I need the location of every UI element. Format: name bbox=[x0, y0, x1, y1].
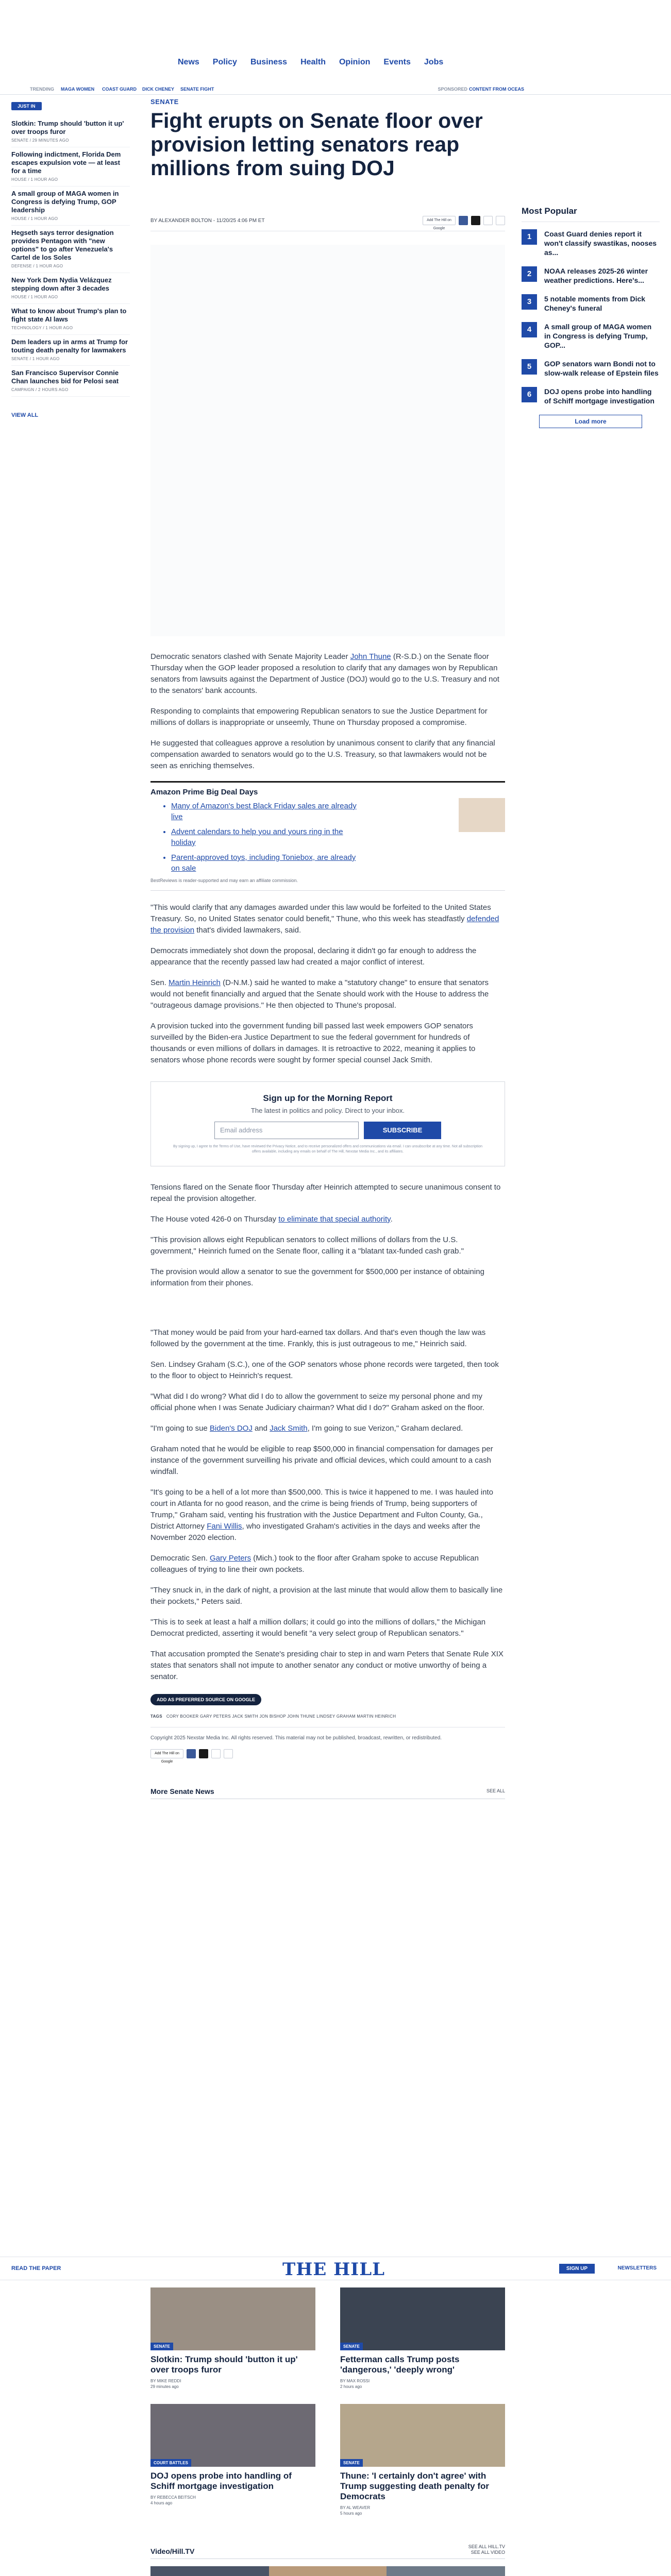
top-nav bbox=[0, 0, 671, 88]
card-time: 5 hours ago bbox=[340, 2511, 362, 2516]
copyright: Copyright 2025 Nexstar Media Inc. All rights reserved. This material may not be published, broadcast, rewritten, or redistributed. bbox=[150, 1735, 442, 1741]
more-senate-news bbox=[150, 2287, 505, 2576]
nav-opinion[interactable]: Opinion bbox=[339, 58, 371, 66]
popular-title: DOJ opens probe into handling of Schiff mortgage investigation bbox=[544, 387, 655, 405]
trending-bar bbox=[0, 82, 671, 95]
left-news-rail bbox=[11, 101, 130, 418]
nav-news[interactable]: News bbox=[178, 58, 199, 66]
popular-title: GOP senators warn Bondi not to slow-walk release of Epstein files bbox=[544, 360, 659, 377]
google-preferred-button[interactable]: Add The Hill on Google bbox=[150, 1749, 183, 1758]
load-more-button[interactable]: Load more bbox=[539, 415, 642, 428]
google-preferred-button[interactable]: Add The Hill on Google bbox=[423, 216, 456, 225]
section-title: Video/Hill.TV bbox=[150, 2547, 195, 2555]
byline-bar bbox=[150, 213, 505, 231]
section-title: More Senate News bbox=[150, 1787, 214, 1795]
paragraph bbox=[150, 1423, 505, 1434]
paragraph bbox=[150, 902, 505, 936]
deal-link[interactable]: • Many of Amazon's best Black Friday sales are already live bbox=[171, 801, 362, 822]
list-item-meta: HOUSE / 1 HOUR AGO bbox=[11, 177, 58, 182]
card-byline: BY MIKE REDDI bbox=[150, 2379, 181, 2383]
list-item[interactable] bbox=[11, 147, 130, 187]
card-tag[interactable]: SENATE bbox=[150, 2343, 173, 2350]
trending-item[interactable]: MAGA WOMEN bbox=[61, 87, 95, 92]
trending-item[interactable]: DICK CHENEY bbox=[142, 87, 175, 92]
facebook-icon[interactable] bbox=[459, 216, 468, 225]
inline-link[interactable]: Biden's DOJ bbox=[209, 1424, 253, 1433]
text: Democratic Sen. bbox=[150, 1554, 210, 1563]
paragraph: "This is to seek at least a half a million dollars; it could go into the millions of dollars," the Michigan Democrat predicted, asserting it would benefit "a very select group of Republican senators." bbox=[150, 1618, 486, 1638]
paragraph: "What did I do wrong? What did I do to allow the government to seize my personal phone and my official phone when I was Senate Judiciary chairman? What did I do?" Graham asked on the floor. bbox=[150, 1392, 484, 1412]
inline-link[interactable]: Jack Smith bbox=[270, 1424, 308, 1433]
sponsored-link[interactable]: CONTENT FROM OCEAS bbox=[469, 87, 524, 92]
text: (D-N.M.) said he wanted to make a "statutory change" to ensure that senators would not benefit financially and argued that the Senate should work with the House to address the "outrageous damage provisions." He then objected to Thune's proposal. bbox=[150, 978, 489, 1010]
list-item[interactable] bbox=[11, 366, 130, 397]
news-card[interactable] bbox=[150, 2404, 315, 2516]
read-paper-link[interactable]: READ THE PAPER bbox=[11, 2265, 61, 2272]
preferred-source-button[interactable]: ADD AS PREFERRED SOURCE ON GOOGLE bbox=[150, 1694, 261, 1705]
card-title[interactable]: Thune: 'I certainly don't agree' with Trump suggesting death penalty for Democrats bbox=[340, 2471, 490, 2501]
see-all-hilltv-link[interactable]: SEE ALL HILL.TV bbox=[468, 2544, 505, 2549]
card-time: 4 hours ago bbox=[150, 2501, 173, 2505]
news-card[interactable] bbox=[340, 2287, 505, 2389]
text: (Mich.) took to the floor after Graham spoke to accuse Republican colleagues of trying to line their own pockets. bbox=[150, 1554, 479, 1574]
card-byline: BY MAX ROSSI bbox=[340, 2379, 370, 2383]
card-image[interactable] bbox=[340, 2404, 505, 2467]
byline: BY ALEXANDER BOLTON - 11/20/25 4:06 PM ET bbox=[150, 218, 265, 224]
video-header bbox=[150, 2544, 505, 2559]
inline-link[interactable]: defended the provision bbox=[150, 914, 499, 935]
trending-label: TRENDING bbox=[30, 87, 54, 92]
x-icon[interactable] bbox=[199, 1749, 208, 1758]
paragraph bbox=[150, 977, 505, 1011]
list-item-title: New York Dem Nydia Velázquez stepping down after 3 decades bbox=[11, 276, 112, 292]
email-icon[interactable] bbox=[483, 216, 493, 225]
signup-title: Sign up for the Morning Report bbox=[263, 1093, 393, 1103]
list-item[interactable] bbox=[11, 304, 130, 335]
see-all-link[interactable]: SEE ALL bbox=[486, 1788, 505, 1793]
email-input[interactable]: Email address bbox=[214, 1122, 359, 1139]
paragraph bbox=[150, 1214, 505, 1225]
share-buttons-bottom bbox=[150, 1749, 505, 1764]
list-item[interactable] bbox=[11, 187, 130, 226]
list-item-title: Hegseth says terror designation provides Pentagon with "new options" to go after Venezuela's Cartel de los Soles bbox=[11, 229, 114, 261]
most-popular bbox=[522, 206, 660, 428]
news-card[interactable] bbox=[150, 2287, 315, 2389]
list-item-meta: SENATE / 29 MINUTES AGO bbox=[11, 138, 69, 143]
list-item[interactable] bbox=[11, 335, 130, 366]
email-icon[interactable] bbox=[211, 1749, 221, 1758]
list-item-meta: HOUSE / 1 HOUR AGO bbox=[11, 295, 58, 299]
paragraph: Sen. Lindsey Graham (S.C.), one of the GOP senators whose phone records were targeted, then took to the floor to object to Heinrich's request. bbox=[150, 1360, 499, 1380]
card-title[interactable]: Slotkin: Trump should 'button it up' over troops furor bbox=[150, 2354, 298, 2375]
card-image[interactable] bbox=[340, 2287, 505, 2350]
text: . bbox=[390, 1215, 393, 1224]
the-hill-bar bbox=[0, 2257, 671, 2280]
popular-title: 5 notable moments from Dick Cheney's funeral bbox=[544, 295, 646, 312]
inline-link[interactable]: John Thune bbox=[350, 652, 391, 661]
nav-policy[interactable]: Policy bbox=[212, 58, 237, 66]
popular-item[interactable] bbox=[522, 266, 660, 285]
card-title[interactable]: Fetterman calls Trump posts 'dangerous,' 'deeply wrong' bbox=[340, 2354, 460, 2375]
list-item-title: A small group of MAGA women in Congress is defying Trump, GOP leadership bbox=[11, 190, 119, 214]
card-byline: BY AL WEAVER bbox=[340, 2505, 371, 2510]
video-thumbnail-left bbox=[150, 2566, 269, 2576]
see-all-links bbox=[468, 2544, 505, 2555]
tag-list[interactable]: CORY BOOKER GARY PETERS JACK SMITH JON BISHOP JOHN THUNE LINDSEY GRAHAM MARTIN HEINRICH bbox=[166, 1714, 396, 1719]
inline-link[interactable]: Gary Peters bbox=[210, 1554, 251, 1563]
popular-item[interactable] bbox=[522, 322, 660, 350]
text: , who investigated Graham's activities in the days and weeks after the November 2020 election. bbox=[150, 1522, 480, 1542]
nav-business[interactable]: Business bbox=[250, 58, 288, 66]
text: "It's going to be a hell of a lot more than $500,000. This is twice it happened to me. I was hauled into court in Atlanta for no good reason, and the crime is being friends of Trump, being supporters of Trump," Graham said, venting his frustration with the Justice Department and Fulton County, Ga., District Attorney bbox=[150, 1488, 493, 1531]
see-all-video-link[interactable]: SEE ALL VIDEO bbox=[471, 2550, 505, 2555]
popular-item[interactable] bbox=[522, 229, 660, 257]
nav-jobs[interactable]: Jobs bbox=[424, 58, 444, 66]
list-item-meta: DEFENSE / 1 HOUR AGO bbox=[11, 264, 63, 268]
more-senate-header bbox=[150, 1787, 505, 1799]
paragraph: That accusation prompted the Senate's presiding chair to step in and warn Peters that Senate Rule XIX states that senators shall not impute to another senator any conduct or motive unworthy of being a senator. bbox=[150, 1650, 504, 1681]
paragraph: Graham noted that he would be eligible to reap $500,000 in financial compensation for damages per instance of the government surveilling his private and official devices, which could amount to a cash windfall. bbox=[150, 1445, 493, 1476]
deal-link[interactable]: • Advent calendars to help you and yours ring in the holiday bbox=[171, 826, 362, 848]
comment-icon[interactable] bbox=[224, 1749, 233, 1758]
text: that's divided lawmakers, said. bbox=[194, 926, 301, 935]
deals-title: Amazon Prime Big Deal Days bbox=[150, 788, 258, 796]
rank-badge: 5 bbox=[522, 359, 537, 375]
most-popular-title: Most Popular bbox=[522, 206, 660, 222]
article-title: Fight erupts on Senate floor over provision letting senators reap millions from suing DOJ bbox=[150, 109, 483, 180]
text: , I'm going to sue Verizon," Graham declared. bbox=[307, 1424, 463, 1433]
paragraph: "This provision allows eight Republican senators to collect millions of dollars from the U.S. government," Heinrich fumed on the Senate floor, calling it a "blatant tax-funded cash grab." bbox=[150, 1235, 464, 1256]
list-item-title: San Francisco Supervisor Connie Chan launches bid for Pelosi seat bbox=[11, 369, 119, 385]
trending-item[interactable]: COAST GUARD bbox=[102, 87, 137, 92]
text: "This would clarify that any damages awarded under this law would be forfeited to the United States Treasury. So, no United States senator could benefit," Thune, who this week has steadfastly bbox=[150, 903, 491, 923]
card-time: 2 hours ago bbox=[340, 2384, 362, 2389]
list-item-title: Dem leaders up in arms at Trump for touting death penalty for lawmakers bbox=[11, 338, 128, 354]
paragraph: Responding to complaints that empowering Republican senators to sue the Justice Department for millions of dollars is inappropriate or unseemly, Thune on Thursday proposed a compromise. bbox=[150, 707, 488, 727]
subscribe-button[interactable]: SUBSCRIBE bbox=[364, 1122, 441, 1139]
the-hill-logo[interactable]: THE HILL bbox=[282, 2259, 385, 2280]
paragraph: He suggested that colleagues approve a resolution by unanimous consent to clarify that any financial compensation awarded to senators would go to the U.S. Treasury, so that lawmakers would not be seen as enriching themselves. bbox=[150, 739, 495, 770]
deal-link[interactable]: • Parent-approved toys, including Toniebox, are already on sale bbox=[171, 852, 362, 874]
article bbox=[150, 98, 505, 1795]
paragraph bbox=[150, 651, 505, 697]
list-item[interactable] bbox=[11, 116, 130, 147]
list-item-meta: TECHNOLOGY / 1 HOUR AGO bbox=[11, 326, 73, 330]
signup-disclaimer: By signing up, I agree to the Terms of Use, have reviewed the Privacy Notice, and to receive personalized offers and communications via email. I can unsubscribe at any time. Not all subscription offers available, including any emails on behalf of The Hill, Nexstar Media Inc., and its affiliates. bbox=[173, 1145, 483, 1154]
view-all-link[interactable]: VIEW ALL bbox=[11, 412, 39, 418]
sign-up-button[interactable]: SIGN UP bbox=[559, 2264, 595, 2274]
paragraph: Tensions flared on the Senate floor Thursday after Heinrich attempted to secure unanimous consent to repeal the provision altogether. bbox=[150, 1183, 501, 1203]
amazon-deals-box bbox=[150, 781, 505, 891]
text: and bbox=[252, 1424, 270, 1433]
rank-badge: 1 bbox=[522, 229, 537, 245]
comment-icon[interactable] bbox=[496, 216, 505, 225]
rank-badge: 2 bbox=[522, 266, 537, 282]
list-item-title: Slotkin: Trump should 'button it up' over troops furor bbox=[11, 120, 124, 135]
popular-title: Coast Guard denies report it won't classify swastikas, nooses as... bbox=[544, 230, 657, 257]
tags-label: TAGS bbox=[150, 1714, 162, 1719]
main-video[interactable] bbox=[150, 2566, 505, 2576]
video-thumbnail-center bbox=[269, 2566, 387, 2576]
signup-subtitle: The latest in politics and policy. Direct to your inbox. bbox=[250, 1107, 405, 1114]
sponsored-label: SPONSORED bbox=[438, 87, 467, 92]
section-label[interactable]: SENATE bbox=[150, 98, 179, 106]
ad-placeholder bbox=[150, 245, 505, 636]
text: Sen. bbox=[150, 978, 169, 987]
popular-item[interactable] bbox=[522, 359, 660, 378]
card-time: 29 minutes ago bbox=[150, 2384, 179, 2389]
article-body bbox=[150, 651, 505, 1799]
paragraph bbox=[150, 1553, 505, 1575]
news-card[interactable] bbox=[340, 2404, 505, 2516]
card-title[interactable]: DOJ opens probe into handling of Schiff mortgage investigation bbox=[150, 2471, 292, 2491]
tags bbox=[150, 1714, 505, 1727]
card-byline: BY REBECCA BEITSCH bbox=[150, 2495, 196, 2500]
nav-events[interactable]: Events bbox=[383, 58, 411, 66]
nav-health[interactable]: Health bbox=[300, 58, 326, 66]
paragraph: "They snuck in, in the dark of night, a provision at the last minute that would allow them to basically line their pockets," Peters said. bbox=[150, 1586, 503, 1606]
facebook-icon[interactable] bbox=[187, 1749, 196, 1758]
list-item[interactable] bbox=[11, 273, 130, 304]
rank-badge: 4 bbox=[522, 322, 537, 337]
deal-image[interactable] bbox=[459, 798, 505, 832]
paragraph: Democrats immediately shot down the proposal, declaring it didn't go far enough to address the appearance that the recently passed law had created a major conflict of interest. bbox=[150, 946, 477, 967]
card-tag[interactable]: COURT BATTLES bbox=[150, 2459, 191, 2467]
card-image[interactable] bbox=[150, 2287, 315, 2350]
paragraph: The provision would allow a senator to sue the government for $500,000 per instance of obtaining information from their phones. bbox=[150, 1267, 484, 1287]
rank-badge: 6 bbox=[522, 387, 537, 402]
inline-link[interactable]: Fani Willis bbox=[207, 1522, 242, 1531]
ad-placeholder bbox=[150, 1298, 505, 1327]
paragraph bbox=[150, 1487, 505, 1544]
just-in-badge: JUST IN bbox=[11, 102, 42, 110]
share-buttons bbox=[423, 216, 505, 230]
card-tag[interactable]: SENATE bbox=[340, 2459, 363, 2467]
list-item-title: What to know about Trump's plan to fight state AI laws bbox=[11, 307, 127, 323]
newsletters-link[interactable]: NEWSLETTERS bbox=[617, 2265, 657, 2271]
newsletter-signup bbox=[150, 1081, 505, 1166]
list-item-meta: SENATE / 1 HOUR AGO bbox=[11, 357, 60, 361]
popular-item[interactable] bbox=[522, 387, 660, 405]
list-item-meta: CAMPAIGN / 2 HOURS AGO bbox=[11, 387, 69, 392]
inline-link[interactable]: Martin Heinrich bbox=[169, 978, 221, 987]
inline-link[interactable]: to eliminate that special authority bbox=[278, 1215, 391, 1224]
popular-title: NOAA releases 2025-26 winter weather predictions. Here's... bbox=[544, 267, 648, 284]
list-item-title: Following indictment, Florida Dem escapes expulsion vote — at least for a time bbox=[11, 150, 121, 175]
list-item[interactable] bbox=[11, 226, 130, 273]
rank-badge: 3 bbox=[522, 294, 537, 310]
paragraph: A provision tucked into the government funding bill passed last week empowers GOP senators surveilled by the Biden-era Justice Department to sue the federal government for hundreds of thousands or even millions of dollars in damages. It is retroactive to 2022, meaning it applies to senators whose phone records were sought by former special counsel Jack Smith. bbox=[150, 1022, 476, 1064]
affiliate-note: BestReviews is reader-supported and may earn an affiliate commission. bbox=[150, 878, 298, 883]
text: "I'm going to sue bbox=[150, 1424, 210, 1433]
card-image[interactable] bbox=[150, 2404, 315, 2467]
video-thumbnail-right bbox=[387, 2566, 505, 2576]
text: (R-S.D.) on the Senate floor Thursday when the GOP leader proposed a resolution to clarify that any damages won by Republican senators from lawsuits against the Department of Justice (DOJ) would go to the U.S. Treasury and not to the senators' bank accounts. bbox=[150, 652, 499, 695]
list-item-meta: HOUSE / 1 HOUR AGO bbox=[11, 216, 58, 221]
x-icon[interactable] bbox=[471, 216, 480, 225]
paragraph: "That money would be paid from your hard-earned tax dollars. And that's even though the law was followed by the government at the time. Frankly, this is just outrageous to me," Heinrich said. bbox=[150, 1328, 486, 1348]
trending-item[interactable]: SENATE FIGHT bbox=[180, 87, 214, 92]
text: Democratic senators clashed with Senate Majority Leader bbox=[150, 652, 350, 661]
popular-title: A small group of MAGA women in Congress is defying Trump, GOP... bbox=[544, 323, 652, 349]
text: The House voted 426-0 on Thursday bbox=[150, 1215, 279, 1224]
card-tag[interactable]: SENATE bbox=[340, 2343, 363, 2350]
popular-item[interactable] bbox=[522, 294, 660, 313]
